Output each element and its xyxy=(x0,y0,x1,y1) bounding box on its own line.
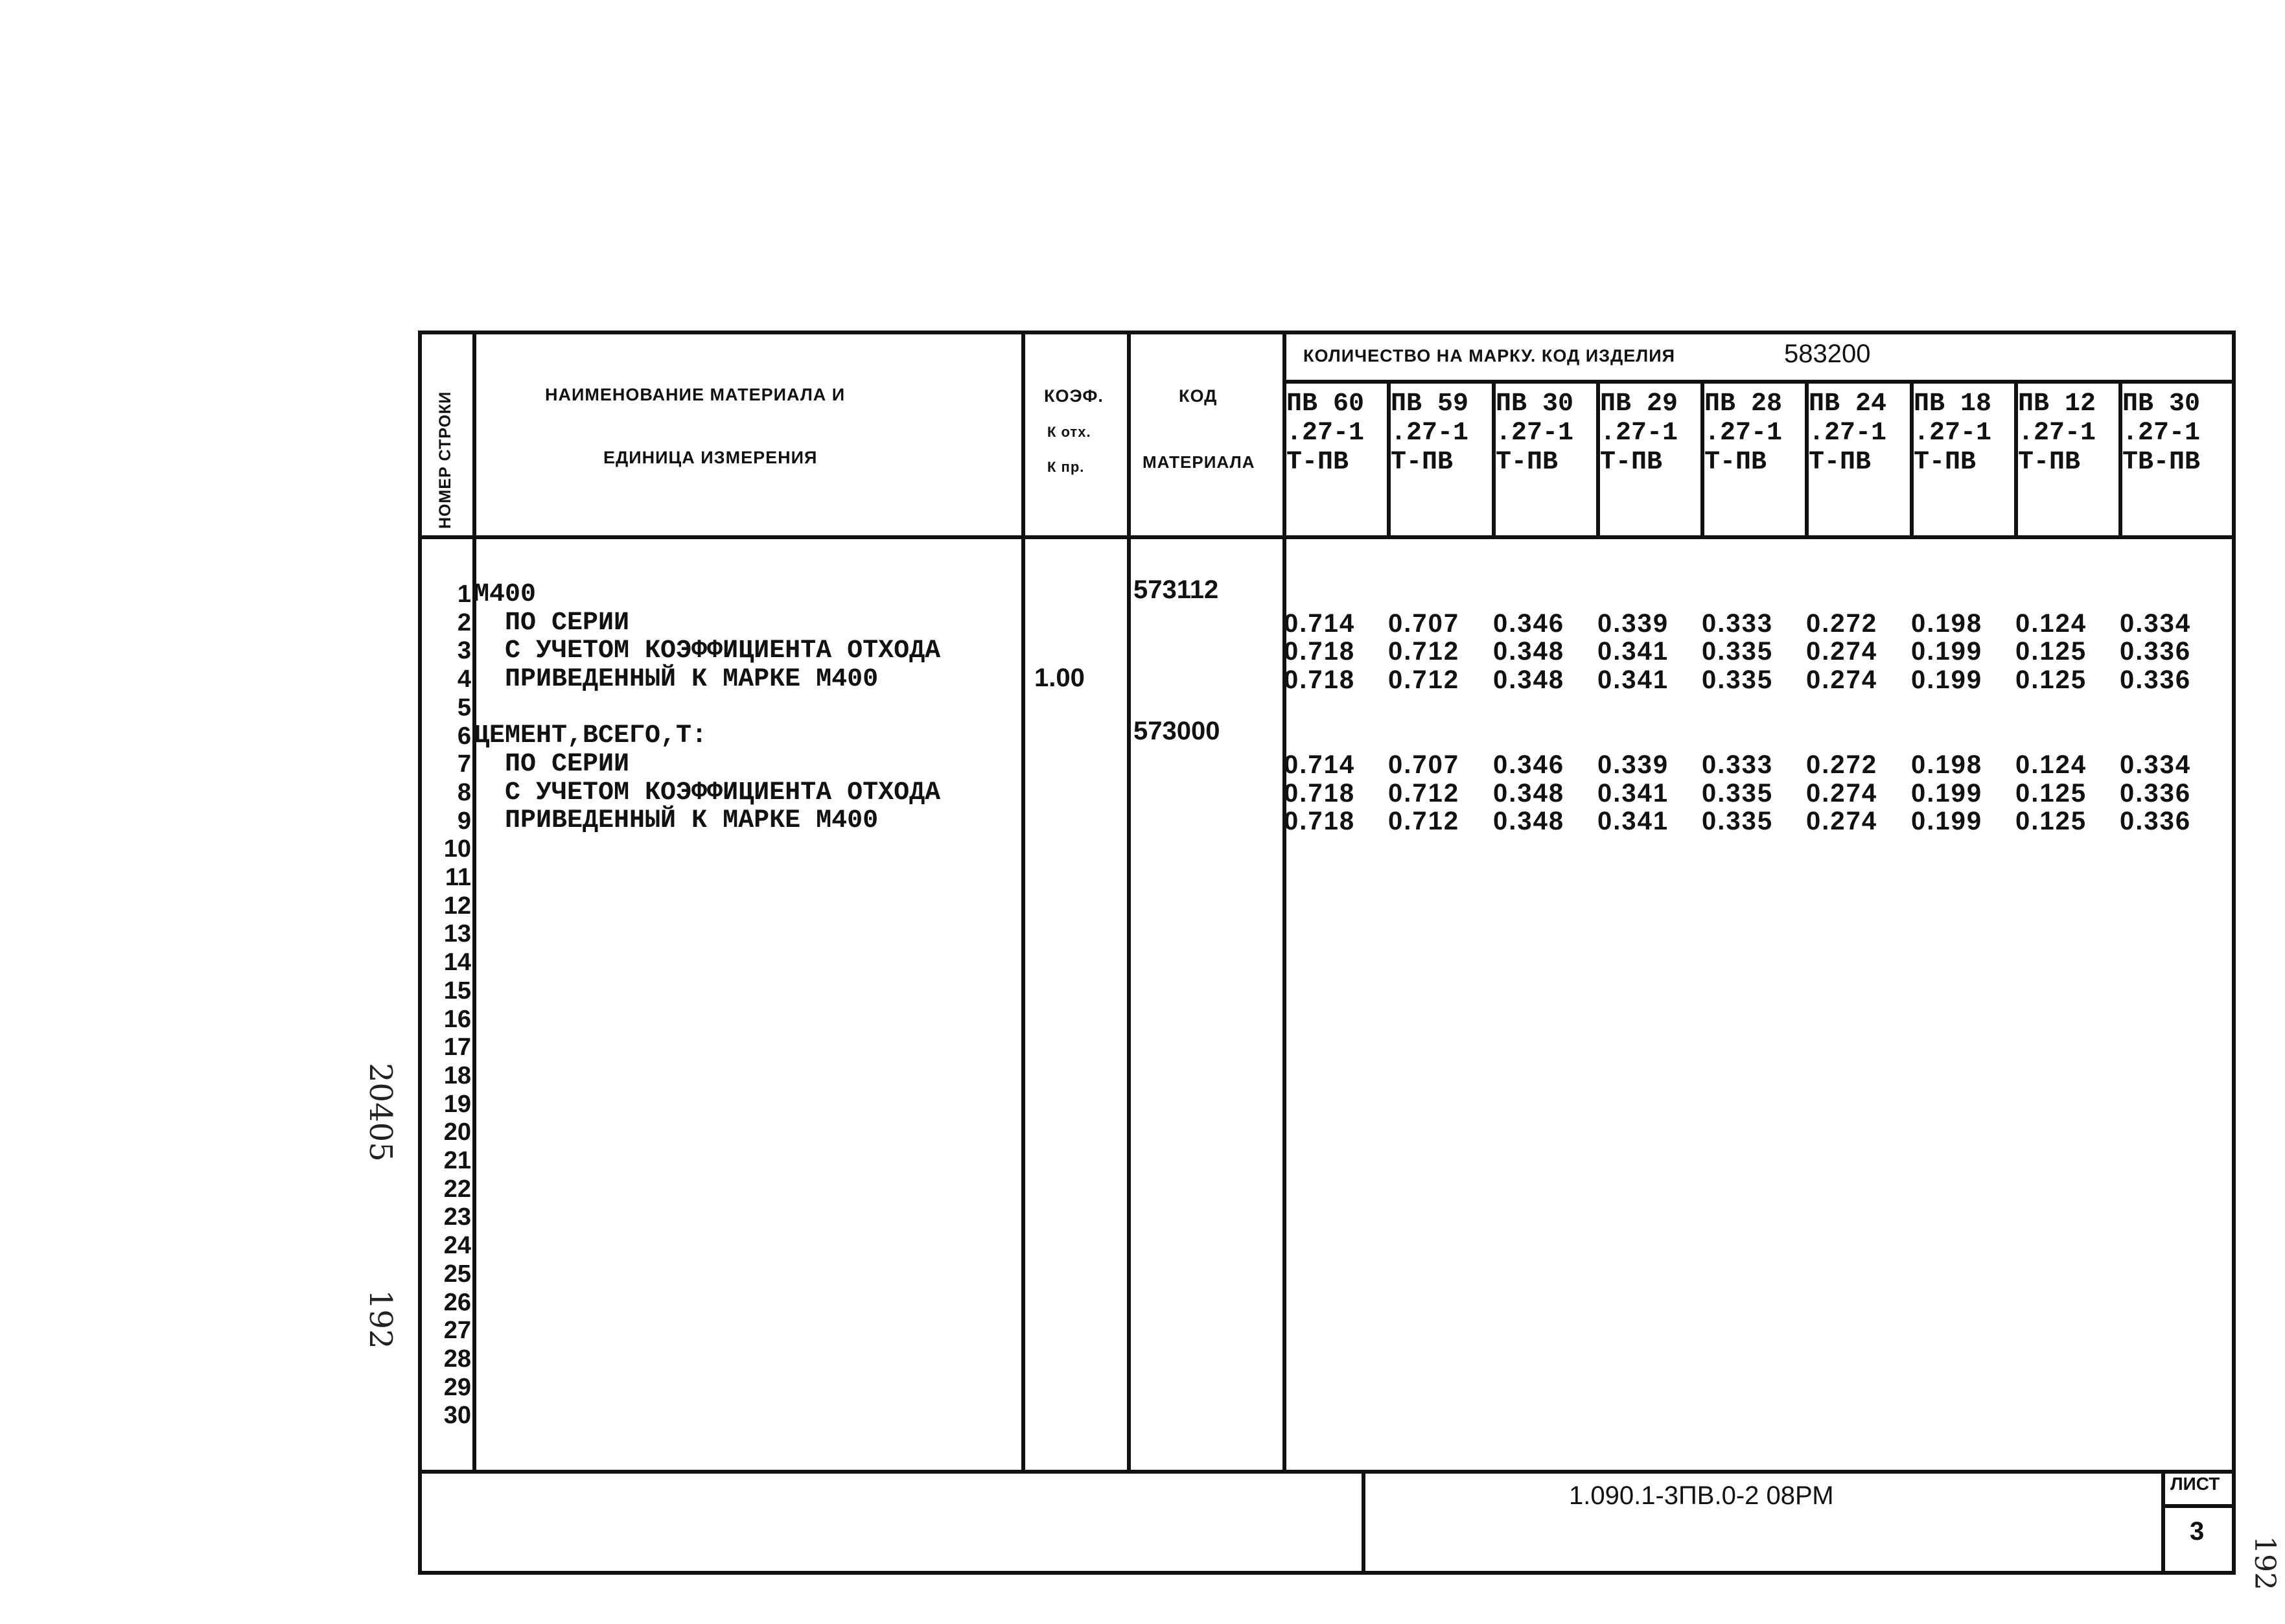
row-number: 16 xyxy=(443,1005,471,1033)
row-number: 4 xyxy=(457,666,471,693)
row-numbers xyxy=(422,581,474,1430)
quantity-value: 0.707 xyxy=(1388,750,1460,779)
quantity-value: 0.336 xyxy=(2120,666,2192,694)
divider xyxy=(2161,1504,2232,1508)
divider xyxy=(1362,1470,1365,1571)
quantity-value: 0.339 xyxy=(1597,609,1669,638)
quantity-value: 0.346 xyxy=(1493,609,1565,638)
row-number: 23 xyxy=(443,1203,471,1231)
column-header: ПВ 29 .27-1 Т-ПВ xyxy=(1600,389,1678,477)
quantity-value: 0.334 xyxy=(2120,750,2192,779)
quantity-value: 0.346 xyxy=(1493,750,1565,779)
row-number: 14 xyxy=(443,949,471,977)
quantity-value: 0.198 xyxy=(1911,609,1983,638)
row-number: 2 xyxy=(457,609,471,636)
quantity-value: 0.714 xyxy=(1284,750,1356,779)
row-number: 21 xyxy=(443,1147,471,1175)
quantity-value: 0.348 xyxy=(1493,666,1565,694)
quantity-value: 0.125 xyxy=(2015,637,2087,666)
row-number: 7 xyxy=(457,750,471,778)
row-number: 25 xyxy=(443,1260,471,1288)
quantity-value: 0.339 xyxy=(1597,750,1669,779)
row-number: 19 xyxy=(443,1090,471,1118)
row-number: 15 xyxy=(443,977,471,1004)
quantity-value: 0.334 xyxy=(2120,609,2192,638)
row-number: 13 xyxy=(443,920,471,948)
material-code: 573112 xyxy=(1133,575,1219,604)
material-name: ПРИВЕДЕННЫЙ К МАРКЕ М400 xyxy=(474,665,879,694)
quantity-value: 0.335 xyxy=(1702,807,1774,835)
column-header: ПВ 28 .27-1 Т-ПВ xyxy=(1704,389,1783,477)
quantity-value: 0.124 xyxy=(2015,609,2087,638)
quantity-value: 0.718 xyxy=(1284,807,1356,835)
material-name: С УЧЕТОМ КОЭФФИЦИЕНТА ОТХОДА xyxy=(474,636,941,666)
row-number: 12 xyxy=(443,892,471,920)
row-number: 17 xyxy=(443,1034,471,1061)
column-header: ПВ 59 .27-1 Т-ПВ xyxy=(1391,389,1469,477)
quantity-value: 0.274 xyxy=(1806,666,1878,694)
row-number-header: НОМЕР СТРОКИ xyxy=(436,391,454,529)
row-number: 27 xyxy=(443,1317,471,1345)
quantity-value: 0.125 xyxy=(2015,779,2087,807)
quantity-value: 0.348 xyxy=(1493,637,1565,666)
quantity-value: 0.335 xyxy=(1702,779,1774,807)
row-number: 9 xyxy=(457,807,471,835)
column-header: ПВ 30 .27-1 Т-ПВ xyxy=(1496,389,1574,477)
divider xyxy=(422,535,2232,539)
code-header-line2: МАТЕРИАЛА xyxy=(1142,452,1255,472)
material-name: ПРИВЕДЕННЫЙ К МАРКЕ М400 xyxy=(474,806,879,835)
row-number: 11 xyxy=(445,864,471,892)
column-header: ПВ 18 .27-1 Т-ПВ xyxy=(1914,389,1992,477)
quantity-value: 0.274 xyxy=(1806,637,1878,666)
quantity-value: 0.199 xyxy=(1911,666,1983,694)
quantity-value: 0.272 xyxy=(1806,750,1878,779)
quantity-value: 0.712 xyxy=(1388,637,1460,666)
quantity-value: 0.341 xyxy=(1597,807,1669,835)
material-code: 573000 xyxy=(1133,717,1220,745)
quantity-value: 0.718 xyxy=(1284,666,1356,694)
document-code: 1.090.1-3ПВ.0-2 08РМ xyxy=(1569,1481,1834,1510)
quantity-value: 0.336 xyxy=(2120,807,2192,835)
coef-header-line3: К пр. xyxy=(1047,459,1085,475)
quantity-value: 0.348 xyxy=(1493,807,1565,835)
coef-header-line2: К отх. xyxy=(1047,424,1091,440)
quantity-value: 0.336 xyxy=(2120,637,2192,666)
quantity-value: 0.333 xyxy=(1702,609,1774,638)
quantity-value: 0.274 xyxy=(1806,807,1878,835)
material-name: М400 xyxy=(474,580,537,609)
quantity-value: 0.712 xyxy=(1388,779,1460,807)
row-number: 5 xyxy=(457,693,471,721)
row-number: 20 xyxy=(443,1119,471,1146)
column-header: ПВ 30 .27-1 ТВ-ПВ xyxy=(2122,389,2201,477)
coefficient: 1.00 xyxy=(1034,664,1085,692)
quantity-value: 0.341 xyxy=(1597,666,1669,694)
quantity-value: 0.341 xyxy=(1597,637,1669,666)
quantity-value: 0.125 xyxy=(2015,807,2087,835)
quantity-value: 0.712 xyxy=(1388,666,1460,694)
quantity-value: 0.199 xyxy=(1911,807,1983,835)
quantity-value: 0.125 xyxy=(2015,666,2087,694)
divider xyxy=(1127,334,1131,1470)
coef-header-line1: КОЭФ. xyxy=(1044,386,1104,406)
specification-sheet xyxy=(418,331,2236,1575)
sheet-label: ЛИСТ xyxy=(2170,1474,2220,1494)
row-number: 6 xyxy=(457,722,471,750)
quantity-value: 0.718 xyxy=(1284,637,1356,666)
quantity-value: 0.341 xyxy=(1597,779,1669,807)
column-header: ПВ 24 .27-1 Т-ПВ xyxy=(1809,389,1887,477)
quantity-value: 0.336 xyxy=(2120,779,2192,807)
inventory-number: 20405 xyxy=(362,1063,399,1162)
row-number: 8 xyxy=(457,778,471,806)
name-header-line1: НАИМЕНОВАНИЕ МАТЕРИАЛА И xyxy=(545,385,846,404)
product-code: 583200 xyxy=(1784,340,1871,368)
quantity-value: 0.272 xyxy=(1806,609,1878,638)
material-name: ПО СЕРИИ xyxy=(474,609,630,638)
sheet-number: 3 xyxy=(2190,1517,2205,1546)
column-header: ПВ 12 .27-1 Т-ПВ xyxy=(2018,389,2096,477)
divider xyxy=(1282,380,2232,384)
quantity-value: 0.714 xyxy=(1284,609,1356,638)
corner-number-note: 192 xyxy=(2248,1536,2281,1590)
quantity-value: 0.335 xyxy=(1702,637,1774,666)
quantity-value: 0.707 xyxy=(1388,609,1460,638)
quantity-value: 0.335 xyxy=(1702,666,1774,694)
row-number: 24 xyxy=(443,1232,471,1260)
row-number: 3 xyxy=(457,637,471,665)
row-number: 1 xyxy=(457,581,471,608)
divider xyxy=(1282,334,1286,1470)
code-header-line1: КОД xyxy=(1179,386,1218,406)
row-number: 26 xyxy=(443,1288,471,1316)
divider xyxy=(1021,334,1025,1470)
quantity-value: 0.718 xyxy=(1284,779,1356,807)
quantity-value: 0.712 xyxy=(1388,807,1460,835)
name-header-line2: ЕДИНИЦА ИЗМЕРЕНИЯ xyxy=(603,448,818,467)
row-number: 29 xyxy=(443,1373,471,1401)
page-number-note: 192 xyxy=(362,1290,399,1349)
quantity-value: 0.348 xyxy=(1493,779,1565,807)
quantity-value: 0.274 xyxy=(1806,779,1878,807)
quantity-value: 0.199 xyxy=(1911,637,1983,666)
row-number: 18 xyxy=(443,1061,471,1089)
row-number: 10 xyxy=(443,835,471,863)
row-number: 28 xyxy=(443,1345,471,1373)
row-number: 30 xyxy=(443,1402,471,1430)
material-name: ЦЕМЕНТ,ВСЕГО,Т: xyxy=(474,721,708,750)
quantity-value: 0.333 xyxy=(1702,750,1774,779)
quantity-value: 0.199 xyxy=(1911,779,1983,807)
row-number: 22 xyxy=(443,1175,471,1203)
quantity-value: 0.198 xyxy=(1911,750,1983,779)
column-header: ПВ 60 .27-1 Т-ПВ xyxy=(1286,389,1365,477)
divider xyxy=(2161,1470,2165,1571)
material-name: ПО СЕРИИ xyxy=(474,750,630,779)
material-name: С УЧЕТОМ КОЭФФИЦИЕНТА ОТХОДА xyxy=(474,778,941,807)
quantity-header: КОЛИЧЕСТВО НА МАРКУ. КОД ИЗДЕЛИЯ xyxy=(1303,346,1676,365)
quantity-value: 0.124 xyxy=(2015,750,2087,779)
divider xyxy=(422,1470,2232,1474)
